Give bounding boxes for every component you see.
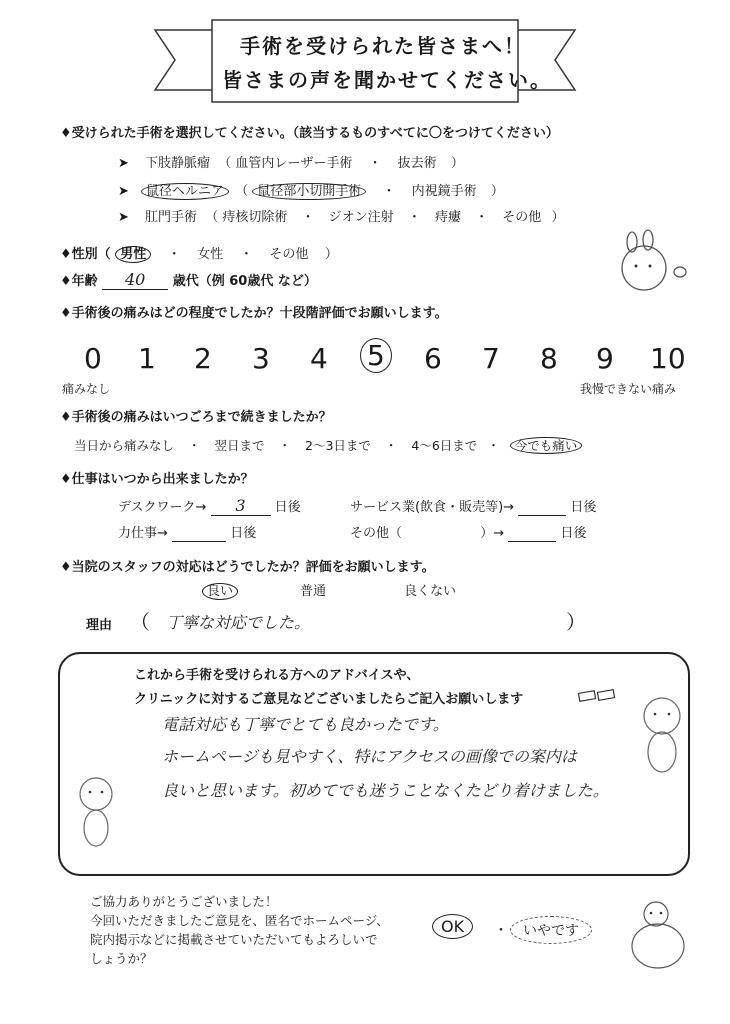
pain-high-label: 我慢できない痛み bbox=[580, 382, 677, 396]
option-laser[interactable]: 血管内レーザー手術 bbox=[235, 156, 353, 171]
gender-female[interactable]: 女性 bbox=[197, 247, 224, 262]
advice-title-1: これから手術を受けられる方へのアドバイスや、 bbox=[134, 668, 420, 683]
surgery-row-hernia: ➤ 鼠径ヘルニア （ 鼠径部小切開手術 ・ 内視鏡手術 ） bbox=[118, 184, 504, 199]
work-question: ♦仕事はいつから出来ましたか？ bbox=[60, 472, 254, 487]
pain-scale-4[interactable]: 4 bbox=[310, 342, 328, 375]
paren-open: （ bbox=[205, 210, 219, 225]
staff-normal[interactable]: 普通 bbox=[300, 584, 327, 599]
duration-options: 当日から痛みなし ・ 翌日まで ・ 2～3日まで ・ 4～6日まで ・ 今でも痛い bbox=[74, 436, 582, 454]
banner-title-line2: 皆さまの声を聞かせてください。 bbox=[222, 68, 552, 92]
footer-line-1: ご協力ありがとうございました！ bbox=[90, 894, 278, 909]
staff-bad[interactable]: 良くない bbox=[404, 584, 457, 599]
physical-suffix: 日後 bbox=[230, 526, 257, 541]
paren-close: ） bbox=[490, 184, 504, 199]
surgery-row-varicose: ➤ 下肢静脈瘤 （ 血管内レーザー手術 ・ 抜去術 ） bbox=[118, 156, 464, 171]
pain-scale-2[interactable]: 2 bbox=[194, 342, 212, 375]
work-service bbox=[350, 496, 596, 516]
consent-ok[interactable]: OK bbox=[432, 914, 473, 939]
duration-2-3-days[interactable]: 2～3日まで bbox=[305, 438, 371, 453]
footer-line-4: しょうか？ bbox=[90, 951, 153, 966]
option-zion[interactable]: ジオン注射 bbox=[328, 210, 394, 225]
option-other[interactable]: その他 bbox=[502, 210, 542, 225]
desk-label: デスクワーク→ bbox=[118, 500, 207, 515]
option-small-incision[interactable]: 鼠径部小切開手術 bbox=[252, 183, 366, 200]
pencil-icon bbox=[578, 689, 618, 703]
footer-line-2: 今回いただきましたご意見を、匿名でホームページ、 bbox=[90, 913, 389, 928]
service-label: サービス業(飲食・販売等)→ bbox=[350, 500, 515, 515]
pain-low-label: 痛みなし bbox=[62, 382, 111, 396]
duration-4-6-days[interactable]: 4～6日まで bbox=[411, 438, 478, 453]
age-question bbox=[60, 270, 317, 290]
work-other bbox=[350, 522, 587, 542]
reason-input[interactable]: 丁寧な対応でした。 bbox=[166, 613, 311, 632]
service-suffix: 日後 bbox=[570, 500, 597, 515]
category-hernia[interactable]: 鼠径ヘルニア bbox=[141, 183, 229, 200]
gender-label: ♦性別（ bbox=[60, 247, 111, 262]
work-physical bbox=[118, 522, 256, 542]
advice-line-1[interactable]: 電話対応も丁寧でとても良かったです。 bbox=[162, 715, 449, 734]
physical-input[interactable] bbox=[172, 526, 226, 542]
gender-male[interactable]: 男性 bbox=[115, 246, 151, 263]
gender-question: ♦性別（ 男性 ・ 女性 ・ その他 ） bbox=[60, 247, 338, 262]
banner-title-line1: 手術を受けられた皆さまへ！ bbox=[240, 34, 526, 58]
arrow-icon: ➤ bbox=[118, 210, 129, 225]
reason-label: 理由 bbox=[86, 618, 113, 633]
option-stripping[interactable]: 抜去術 bbox=[397, 156, 437, 171]
pain-scale-5[interactable]: 5 bbox=[360, 338, 392, 373]
surgery-row-anal: ➤ 肛門手術 （ 痔核切除術 ・ ジオン注射 ・ 痔瘻 ・ その他 ） bbox=[118, 210, 565, 225]
reason-close: ） bbox=[566, 610, 586, 634]
duration-next-day[interactable]: 翌日まで bbox=[214, 438, 265, 453]
advice-line-3[interactable]: 良いと思います。初めてでも迷うことなくたどり着けました。 bbox=[162, 781, 609, 800]
desk-suffix: 日後 bbox=[274, 500, 301, 515]
duration-none[interactable]: 当日から痛みなし bbox=[74, 438, 175, 453]
advice-line-2[interactable]: ホームページも見やすく、特にアクセスの画像での案内は bbox=[162, 747, 577, 766]
pain-scale-7[interactable]: 7 bbox=[482, 342, 500, 375]
pain-scale-8[interactable]: 8 bbox=[540, 342, 558, 375]
age-suffix: 歳代（例 60歳代 など） bbox=[172, 274, 317, 289]
consent-no[interactable]: いやです bbox=[510, 916, 592, 944]
other-close: ）→ bbox=[480, 526, 505, 541]
other-label: その他（ bbox=[350, 526, 403, 541]
pain-scale-1[interactable]: 1 bbox=[138, 342, 156, 375]
category-anal[interactable]: 肛門手術 bbox=[145, 210, 198, 225]
rabbit-illustration-icon bbox=[70, 772, 130, 852]
service-input[interactable] bbox=[518, 500, 566, 516]
rabbit-illustration-icon bbox=[628, 692, 698, 782]
other-days-input[interactable] bbox=[508, 526, 556, 542]
pain-scale-6[interactable]: 6 bbox=[424, 342, 442, 375]
consent-dot: ・ bbox=[494, 923, 508, 939]
option-endoscopic[interactable]: 内視鏡手術 bbox=[411, 184, 477, 199]
paren-close: ） bbox=[551, 210, 565, 225]
paren-close: ） bbox=[450, 156, 464, 171]
advice-title-2: クリニックに対するご意見などございましたらご記入お願いします bbox=[134, 692, 524, 707]
option-hemorrhoidectomy[interactable]: 痔核切除術 bbox=[222, 210, 288, 225]
category-varicose[interactable]: 下肢静脈瘤 bbox=[145, 156, 211, 171]
reason-open: （ bbox=[130, 610, 150, 634]
bear-illustration-icon bbox=[626, 898, 696, 974]
surgery-question: ♦受けられた手術を選択してください。（該当するものすべてに〇をつけてください） bbox=[60, 126, 559, 141]
physical-label: 力仕事→ bbox=[118, 526, 168, 541]
option-fistula[interactable]: 痔瘻 bbox=[434, 210, 461, 225]
pain-question: ♦手術後の痛みはどの程度でしたか？十段階評価でお願いします。 bbox=[60, 306, 448, 321]
rabbit-illustration-icon bbox=[618, 228, 698, 298]
age-input[interactable]: 40 bbox=[102, 270, 168, 290]
other-suffix: 日後 bbox=[560, 526, 587, 541]
other-input[interactable] bbox=[406, 526, 476, 541]
pain-scale-0[interactable]: 0 bbox=[84, 342, 102, 375]
pain-scale-3[interactable]: 3 bbox=[252, 342, 270, 375]
paren-open: （ bbox=[218, 156, 232, 171]
age-label: ♦年齢 bbox=[60, 274, 98, 289]
gender-close: ） bbox=[324, 247, 338, 262]
gender-other[interactable]: その他 bbox=[269, 247, 309, 262]
footer-line-3: 院内掲示などに掲載させていただいてもよろしいで bbox=[90, 932, 378, 947]
duration-still[interactable]: 今でも痛い bbox=[510, 437, 583, 454]
arrow-icon: ➤ bbox=[118, 156, 129, 171]
pain-scale-10[interactable]: 10 bbox=[650, 342, 686, 375]
duration-question: ♦手術後の痛みはいつごろまで続きましたか？ bbox=[60, 410, 332, 425]
staff-question: ♦当院のスタッフの対応はどうでしたか？評価をお願いします。 bbox=[60, 560, 435, 575]
work-desk bbox=[118, 496, 301, 516]
paren-open: （ bbox=[235, 184, 249, 199]
staff-good[interactable]: 良い bbox=[202, 580, 238, 599]
desk-input[interactable]: 3 bbox=[211, 496, 271, 516]
arrow-icon: ➤ bbox=[118, 184, 129, 199]
pain-scale-9[interactable]: 9 bbox=[596, 342, 614, 375]
